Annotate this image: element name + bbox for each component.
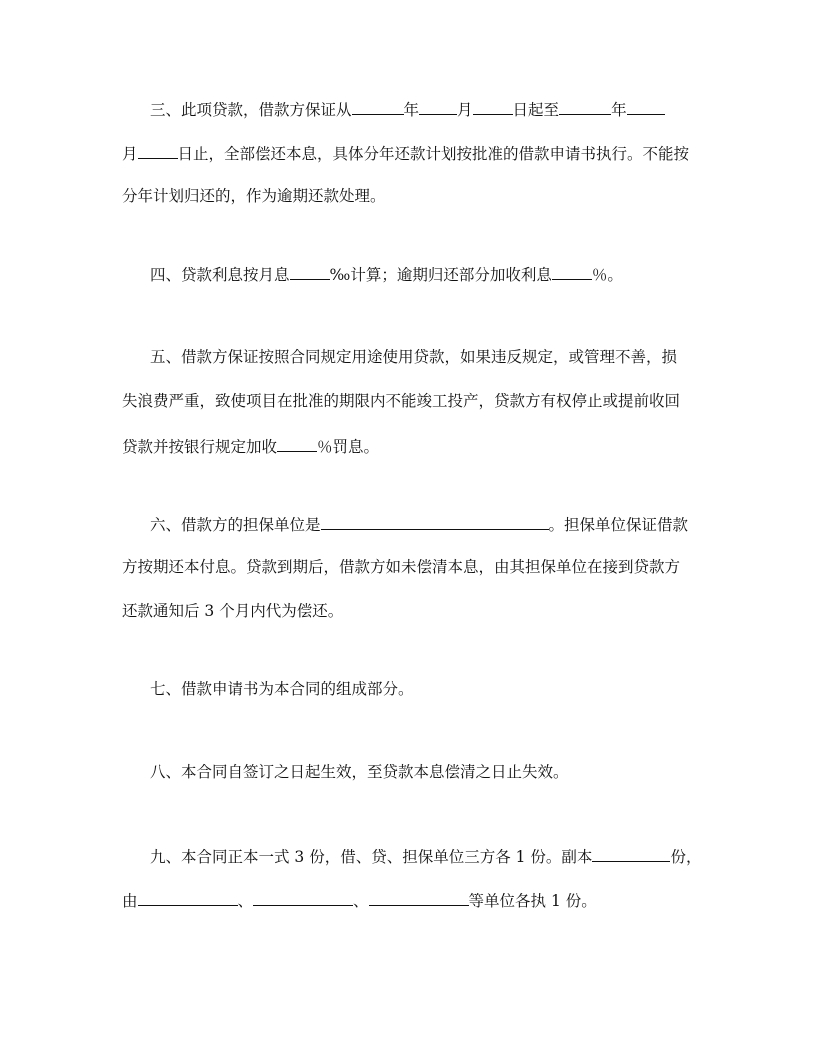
clause-7: [122, 679, 698, 723]
clause-9-text: 等单位各执 1 份。: [468, 892, 597, 910]
start-month-blank[interactable]: [419, 98, 457, 115]
clause-6-line-3: [122, 601, 698, 645]
clause-5-line-1: [122, 347, 698, 391]
clause-6-line-2: [122, 557, 698, 601]
clause-9-line-2: [122, 889, 698, 933]
clause-3-text: 三、此项贷款，借款方保证从: [150, 101, 352, 119]
holder-3-blank[interactable]: [369, 889, 469, 906]
clause-9-text: 九、本合同正本一式 3 份，借、贷、担保单位三方各 1 份。副本: [150, 848, 593, 866]
holder-1-blank[interactable]: [138, 889, 238, 906]
year-label: 年: [611, 101, 627, 119]
clause-5-line-3: [122, 435, 698, 479]
clause-4-line-1: [122, 263, 698, 307]
separator: 、: [237, 892, 254, 910]
month-label: 月: [457, 101, 473, 119]
month-label: 月: [122, 145, 138, 163]
clause-4-text: ‰计算；逾期归还部分加收利息: [329, 266, 552, 284]
clause-9-text: 由: [122, 892, 138, 910]
clause-7-line-1: [122, 679, 698, 723]
clause-3: [122, 98, 698, 230]
clause-5: [122, 347, 698, 479]
clause-8: [122, 762, 698, 806]
clause-5-text: ％罚息。: [317, 438, 380, 456]
clause-5-text: 五、借款方保证按照合同规定用途使用贷款，如果违反规定，或管理不善，损: [150, 348, 678, 366]
holder-2-blank[interactable]: [253, 889, 353, 906]
clause-7-text: 七、借款申请书为本合同的组成部分。: [150, 680, 414, 698]
clause-3-text: 日止，全部偿还本息，具体分年还款计划按批准的借款申请书执行。不能按: [177, 145, 690, 163]
clause-9-text: 份，: [670, 848, 702, 866]
clause-4: [122, 263, 698, 307]
clause-5-text: 失浪费严重，致使项目在批准的期限内不能竣工投产，贷款方有权停止或提前收回: [122, 392, 681, 410]
overdue-interest-blank[interactable]: [552, 263, 592, 280]
separator: 、: [353, 892, 369, 910]
clause-6-text: 。担保单位保证借款: [548, 516, 689, 534]
day-until-label: 日起至: [512, 101, 560, 119]
clause-9: [122, 845, 702, 933]
clause-8-line-1: [122, 762, 698, 806]
clause-6-text: 方按期还本付息。贷款到期后，借款方如未偿清本息，由其担保单位在接到贷款方: [122, 558, 681, 576]
start-year-blank[interactable]: [352, 98, 404, 115]
clause-6-line-1: [122, 513, 698, 557]
clause-9-line-1: [122, 845, 702, 889]
start-day-blank[interactable]: [473, 98, 513, 115]
year-label: 年: [403, 101, 420, 119]
clause-5-text: 贷款并按银行规定加收: [122, 438, 278, 456]
clause-4-text: 四、贷款利息按月息: [150, 266, 290, 284]
penalty-rate-blank[interactable]: [277, 435, 317, 452]
end-year-blank[interactable]: [559, 98, 611, 115]
guarantor-blank[interactable]: [321, 513, 549, 530]
clause-5-line-2: [122, 391, 698, 435]
end-day-blank[interactable]: [138, 142, 178, 159]
clause-3-line-3: [122, 186, 698, 230]
clause-6: [122, 513, 698, 645]
clause-3-line-2: [122, 142, 698, 186]
clause-8-text: 八、本合同自签订之日起生效，至贷款本息偿清之日止失效。: [150, 763, 569, 781]
end-month-blank[interactable]: [627, 98, 665, 115]
clause-6-text: 六、借款方的担保单位是: [150, 516, 321, 534]
monthly-interest-blank[interactable]: [290, 263, 330, 280]
copies-blank[interactable]: [592, 845, 670, 862]
clause-3-line-1: [122, 98, 698, 142]
clause-3-text: 分年计划归还的，作为逾期还款处理。: [122, 187, 386, 205]
clause-6-text: 还款通知后 3 个月内代为偿还。: [122, 602, 344, 620]
clause-4-text: ％。: [591, 266, 623, 284]
